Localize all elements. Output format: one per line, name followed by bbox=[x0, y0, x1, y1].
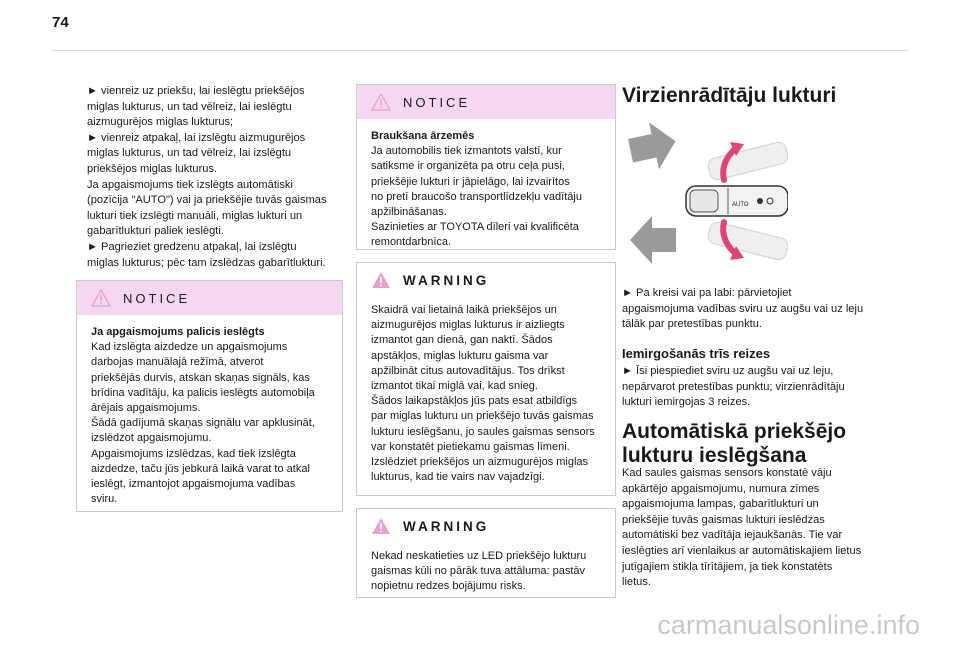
warning-body bbox=[357, 543, 615, 607]
text-line: Sazinieties ar TOYOTA dīleri vai kvalificēta bbox=[371, 221, 579, 234]
text-line: remontdarbnīca. bbox=[371, 236, 452, 249]
text-line: miglas lukturus; pēc tam izslēdzas gabarītlukturi. bbox=[87, 256, 326, 269]
notice-box-lights-on bbox=[76, 280, 343, 512]
text-line: jutīgajiem stikla tīrītājiem, ja tiek konstatēts bbox=[622, 560, 833, 573]
text-line: lietus. bbox=[622, 576, 651, 589]
text-line: ► Pagrieziet gredzenu atpakaļ, lai izslēgtu bbox=[87, 240, 297, 253]
text-line: Apgaismojums izslēdzas, kad tiek izslēgta bbox=[91, 447, 296, 460]
text-line: aizmugurējos miglas lukturus; bbox=[87, 116, 234, 129]
watermark-footer: carmanualsonline.info bbox=[657, 610, 920, 640]
notice-header bbox=[357, 85, 615, 119]
heading-flash-three-times: Iemirgošanās trīs reizes bbox=[622, 346, 771, 361]
text-line: Izslēdziet priekšējos un aizmugurējos miglas bbox=[371, 456, 589, 469]
paragraph-auto-headlights bbox=[622, 466, 892, 591]
text-line: nopietnu redzes bojājumu risks. bbox=[371, 580, 526, 593]
text-line: Kad izslēgta aizdedze un apgaismojums bbox=[91, 341, 288, 354]
text-line: lukturi tiek izslēgti manuāli, miglas lukturi un bbox=[87, 209, 303, 222]
text-line: priekšējās durvis, atskan skaņas signāls, kas bbox=[91, 371, 310, 384]
text-line: Ja apgaismojums tiek izslēgts automātiski bbox=[87, 178, 293, 191]
header-divider bbox=[52, 50, 908, 51]
warning-header bbox=[357, 509, 615, 543]
text-line: apžilbināt citus autovadītājus. Tos drīkst bbox=[371, 364, 565, 377]
warning-triangle-icon bbox=[371, 271, 391, 289]
text-line: brīdina vadītāju, ka palicis ieslēgts automobiļa bbox=[91, 386, 315, 399]
page-number: 74 bbox=[52, 14, 69, 31]
warning-box-led bbox=[356, 508, 616, 598]
text-line: lukturi iemirgojas 3 reizes. bbox=[622, 396, 751, 409]
text-line: ieslēgties arī vienlaikus ar automātiskajiem lietus bbox=[622, 544, 862, 557]
warning-triangle-icon bbox=[371, 517, 391, 535]
text-line: no pretī braucošo transportlīdzekļu vadītāju bbox=[371, 190, 582, 203]
notice-label: NOTICE bbox=[123, 290, 191, 306]
text-line: apkārtējo apgaismojumu, numura zīmes bbox=[622, 482, 820, 495]
text-line: izmantot tikai miglā vai, kad snieg. bbox=[371, 380, 538, 393]
turn-signal-stalk-illustration bbox=[628, 112, 788, 282]
text-line: ► vienreiz uz priekšu, lai ieslēgtu priekšējos bbox=[87, 85, 305, 97]
text-line: miglas lukturus, un tad vēlreiz, lai ieslēgtu bbox=[87, 100, 292, 113]
notice-title: Braukšana ārzemēs bbox=[371, 130, 475, 142]
text-line: izslēdzot apgaismojumu. bbox=[91, 432, 212, 445]
notice-label: NOTICE bbox=[403, 94, 471, 110]
text-line: ► Īsi piespiediet sviru uz augšu vai uz leju, bbox=[622, 365, 834, 377]
text-line: apgaismojuma vadības sviru uz augšu vai uz leju bbox=[622, 302, 864, 315]
text-line: ► vienreiz atpakaļ, lai izslēgtu aizmugurējos bbox=[87, 131, 306, 144]
heading-line: lukturu ieslēgšana bbox=[622, 444, 807, 467]
text-line: aizmugurējos miglas lukturus ir aizliegts bbox=[371, 319, 565, 332]
text-line: darbojas manuālajā režīmā, atverot bbox=[91, 356, 264, 369]
text-line: apgaismojuma lampas, gabarītlukturi un bbox=[622, 498, 819, 511]
text-line: Šādos laikapstākļos jūs pats esat atbildīgs bbox=[371, 395, 578, 408]
warning-triangle-icon bbox=[91, 289, 111, 307]
text-line: lukturus, kad tie vairs nav vajadzīgi. bbox=[371, 471, 545, 484]
text-line: var konstatēt pietiekamu gaismas līmeni. bbox=[371, 440, 570, 453]
text-line: Šādā gadījumā skaņas signālu var apklusināt, bbox=[91, 417, 315, 430]
heading-auto-headlights bbox=[622, 420, 846, 468]
text-line: ► Pa kreisi vai pa labi: pārvietojiet bbox=[622, 287, 792, 299]
text-line: nepārvarot pretestības punktu; virzienrādītāju bbox=[622, 380, 845, 393]
text-line: sviru. bbox=[91, 493, 118, 506]
text-line: ārējais apgaismojums. bbox=[91, 402, 201, 415]
warning-header bbox=[357, 263, 615, 297]
text-line: Kad saules gaismas sensors konstatē vāju bbox=[622, 467, 832, 479]
text-line: satiksme ir organizēta pa otru ceļa pusi, bbox=[371, 160, 565, 173]
heading-turn-signals: Virzienrādītāju lukturi bbox=[622, 84, 837, 107]
text-line: Nekad neskatieties uz LED priekšējo lukturu bbox=[371, 550, 587, 562]
text-line: priekšējos miglas lukturus. bbox=[87, 162, 218, 175]
text-line: izmantot gan dienā, gan naktī. Šādos bbox=[371, 334, 553, 347]
text-line: miglas lukturus, un tad vēlreiz, lai izslēgtu bbox=[87, 147, 292, 160]
warning-label: WARNING bbox=[403, 518, 490, 534]
warning-triangle-icon bbox=[371, 93, 391, 111]
text-line: tālāk par pretestības punktu. bbox=[622, 318, 762, 331]
text-line: aizdedze, taču jūs jebkurā laikā varat to atkal bbox=[91, 462, 310, 475]
paragraph-flash-three-times bbox=[622, 364, 892, 411]
notice-header bbox=[77, 281, 342, 315]
heading-line: Automātiskā priekšējo bbox=[622, 420, 847, 443]
notice-box-abroad bbox=[356, 84, 616, 250]
notice-title: Ja apgaismojums palicis ieslēgts bbox=[91, 326, 265, 338]
warning-box-fog-lights bbox=[356, 262, 616, 496]
text-line: lukturu ieslēgšanu, jo saules gaismas sensors bbox=[371, 425, 595, 438]
text-line: priekšējie tuvās gaismas lukturi ieslēdzas bbox=[622, 513, 825, 526]
text-line: apžilbināšanas. bbox=[371, 206, 447, 219]
text-line: automātiski bez vadītāja iejaukšanās. Tie var bbox=[622, 529, 843, 542]
column-1-text bbox=[87, 84, 343, 271]
text-line: gabarītlukturi paliek ieslēgti. bbox=[87, 225, 224, 238]
text-line: ieslēgt, izmantojot apgaismojuma vadības bbox=[91, 478, 296, 491]
text-line: Ja automobilis tiek izmantots valstī, kur bbox=[371, 145, 562, 158]
text-line: apstākļos, miglas lukturu gaisma var bbox=[371, 349, 549, 362]
warning-label: WARNING bbox=[403, 272, 490, 288]
text-line: gaismas kūli no pārāk tuva attāluma: pastāv bbox=[371, 565, 586, 578]
text-line: (pozīcija "AUTO") vai ja priekšējie tuvās gaismas bbox=[87, 194, 327, 207]
text-line: Skaidrā vai lietainā laikā priekšējos un bbox=[371, 304, 557, 316]
text-line: priekšējie lukturi ir jāpielāgo, lai izvairītos bbox=[371, 175, 570, 188]
text-line: par miglas lukturu un priekšējo tuvās gaismas bbox=[371, 410, 594, 423]
warning-body bbox=[357, 297, 615, 497]
paragraph-turn-signal-move bbox=[622, 286, 892, 333]
notice-body bbox=[357, 119, 615, 263]
auto-label: AUTO bbox=[732, 202, 749, 208]
notice-body bbox=[77, 315, 342, 519]
